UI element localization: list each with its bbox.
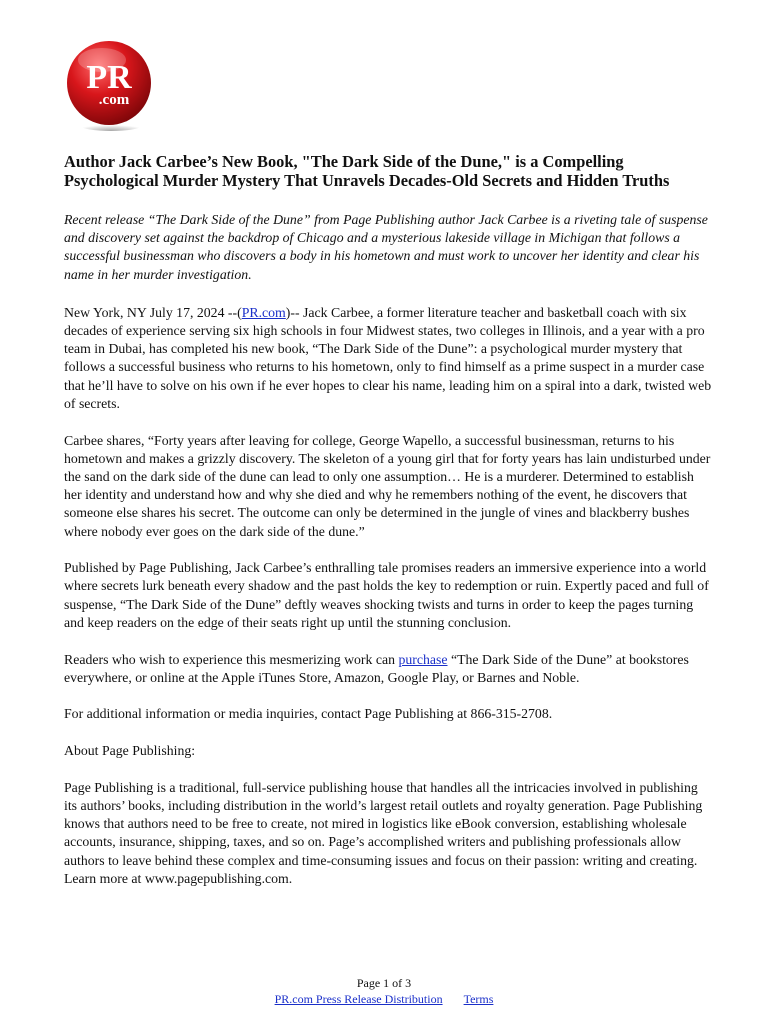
purchase-link[interactable]: purchase: [398, 651, 448, 667]
pr-com-logo[interactable]: [62, 38, 156, 132]
body-paragraph-5: For additional information or media inquiries, contact Page Publishing at 866-315-2708.: [64, 706, 553, 722]
logo-badge-icon: [62, 38, 156, 132]
terms-link[interactable]: Terms: [463, 992, 494, 1006]
dateline: New York, NY July 17, 2024 --(: [64, 304, 242, 320]
paragraph-4-before: Readers who wish to experience this mesmerizing work can: [64, 651, 399, 667]
about-heading: About Page Publishing:: [64, 743, 196, 759]
body-paragraph-2: Carbee shares, “Forty years after leaving for college, George Wapello, a successful businessman, returns to his hometown and makes a grizzly discovery. The skeleton of a young girl that for forty years has lain undisturbed under the sand on the dark side of the dune can lead to only one assumption… He is a murderer. Determined to establish her identity and understand how and why she died and why he remembers nothing of the event, he discovers that someone else shares his secret. The outcome can only be determined in the jungle of vines and blackberry bushes where nobody ever goes on the dark side of the dune.”: [64, 432, 711, 539]
body-paragraph-3: Published by Page Publishing, Jack Carbee’s enthralling tale promises readers an immersive experience into a world where secrets lurk beneath every shadow and the past holds the key to redemption or ruin. Expertly paced and full of suspense, “The Dark Side of the Dune” deftly weaves shocking twists and turns in order to keep the pages turning and keep readers on the edge of their seats right up until the stunning conclusion.: [64, 560, 709, 630]
logo-sub-text: .com: [98, 92, 130, 108]
prcom-link[interactable]: PR.com: [241, 304, 286, 320]
body-paragraph-7: Page Publishing is a traditional, full-service publishing house that handles all the intricacies involved in publishing its authors’ books, including distribution in the world’s largest retail outlets and royalty generation. Page Publishing knows that authors need to be free to create, not mired in logistics like eBook conversion, establishing wholesale accounts, insurance, shipping, taxes, and so on. Page’s accomplished writers and publishing professionals allow authors to leave behind these complex and time-consuming issues and focus on their passion: writing and creating. Learn more at www.pagepublishing.com.: [64, 779, 703, 886]
body-paragraph-4: [64, 651, 712, 687]
press-release-content: [64, 152, 712, 907]
page-number: Page 1 of 3: [356, 976, 412, 990]
summary: Recent release “The Dark Side of the Dune” from Page Publishing author Jack Carbee is a riveting tale of suspense and discovery set against the backdrop of Chicago and a mysterious lakeside village in Michigan that follows a successful businessman who discovers a body in his hometown and must work to uncover her identity and clear his name in her murder investigation.: [64, 212, 708, 282]
paragraph-4-after: “The Dark Side of the Dune” at bookstores everywhere, or online at the Apple iTunes Store, Amazon, Google Play, or Barnes and Noble.: [64, 651, 689, 685]
page-footer: [0, 975, 768, 1007]
headline: Author Jack Carbee’s New Book, "The Dark Side of the Dune," is a Compelling Psychological Murder Mystery That Unravels Decades-Old Secrets and Hidden Truths: [64, 152, 670, 190]
body-paragraph-1: [64, 304, 712, 413]
footer-links: [0, 991, 768, 1007]
distribution-link[interactable]: PR.com Press Release Distribution: [274, 992, 443, 1006]
paragraph-1-text: )-- Jack Carbee, a former literature teacher and basketball coach with six decades of experience serving six high schools in four Midwest states, two colleges in Illinois, and a year with a pro team in Dubai, has completed his new book, “The Dark Side of the Dune”: a psychological murder mystery that follows a successful business who returns to his hometown, only to find himself as a prime suspect in a murder case that he’ll have to solve on his own if he ever hopes to clear his name, leading him on a spiral into a dark, twisted web of secrets.: [64, 304, 712, 411]
logo-main-text: PR: [86, 59, 132, 96]
